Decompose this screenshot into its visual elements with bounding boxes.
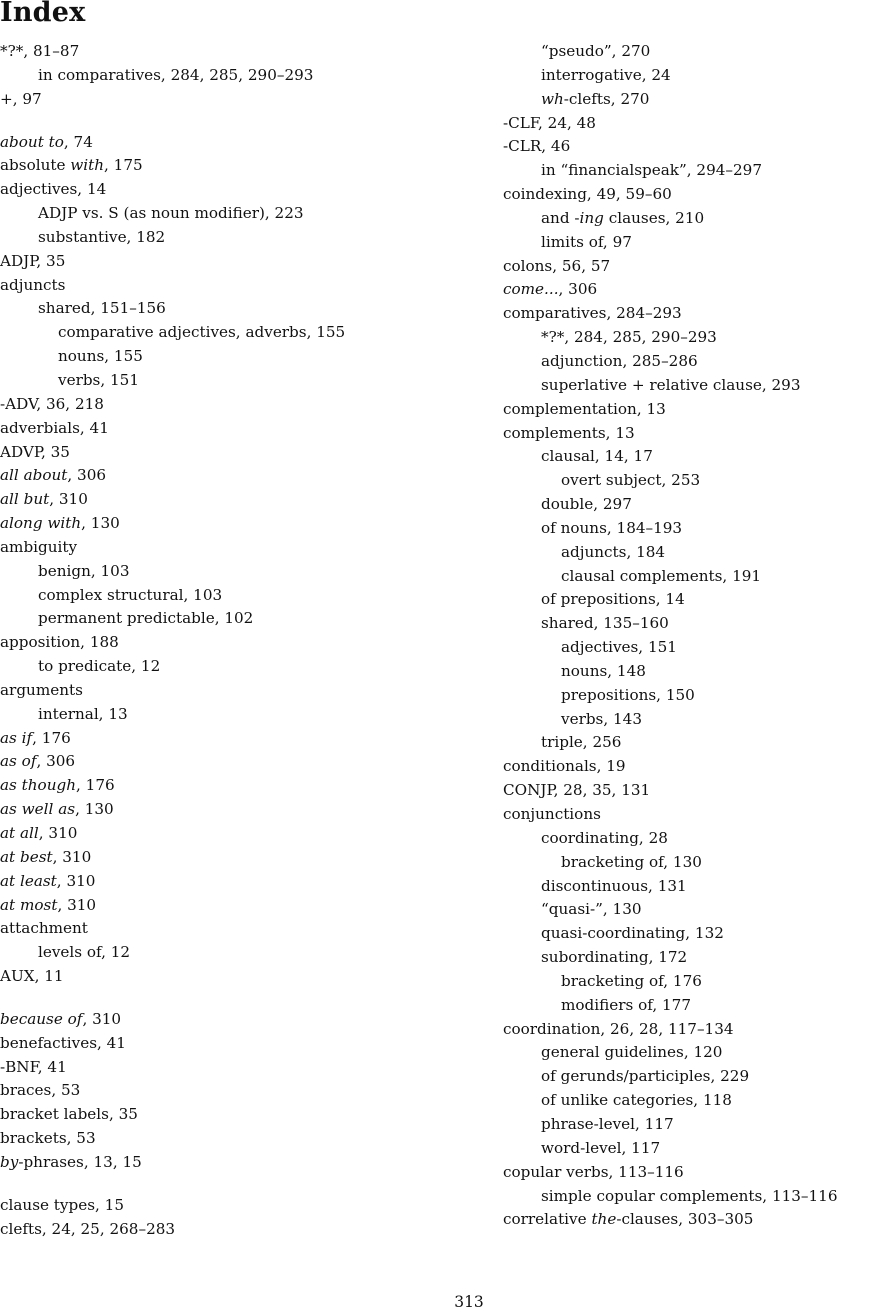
index-text: coordination, 26, 28, 117–134 bbox=[503, 1019, 734, 1038]
index-text: , 310 bbox=[52, 847, 92, 866]
index-entry bbox=[0, 441, 440, 465]
index-subentry bbox=[503, 541, 869, 565]
index-entry bbox=[0, 750, 440, 774]
index-subentry bbox=[503, 612, 869, 636]
index-entry bbox=[503, 1208, 869, 1232]
index-text: verbs, 143 bbox=[561, 709, 642, 728]
index-text: ambiguity bbox=[0, 537, 78, 556]
index-subentry bbox=[0, 655, 440, 679]
index-subentry bbox=[503, 970, 869, 994]
index-subentry bbox=[503, 40, 869, 64]
index-subentry bbox=[503, 565, 869, 589]
index-term-italic: at most bbox=[0, 895, 58, 914]
index-term-italic: at all bbox=[0, 824, 39, 842]
index-subentry bbox=[503, 231, 869, 255]
index-text: “pseudo”, 270 bbox=[541, 42, 651, 60]
index-text: bracket labels, 35 bbox=[0, 1105, 138, 1124]
index-entry bbox=[0, 512, 440, 536]
index-text: brackets, 53 bbox=[0, 1129, 96, 1148]
index-text: colons, 56, 57 bbox=[503, 256, 611, 275]
index-text: nouns, 155 bbox=[58, 347, 143, 366]
index-subentry bbox=[503, 1137, 869, 1161]
index-text: coordinating, 28 bbox=[541, 828, 668, 847]
index-text: arguments bbox=[0, 680, 83, 699]
index-term-italic: by bbox=[0, 1152, 19, 1171]
index-text: , 176 bbox=[76, 776, 115, 795]
index-text: quasi-coordinating, 132 bbox=[541, 924, 724, 943]
index-subentry bbox=[0, 607, 440, 631]
index-text: of nouns, 184–193 bbox=[541, 518, 683, 537]
index-entry bbox=[0, 870, 440, 894]
index-text: bracketing of, 176 bbox=[561, 971, 702, 990]
index-subentry bbox=[503, 588, 869, 612]
index-subentry bbox=[503, 875, 869, 899]
index-entry bbox=[503, 1018, 869, 1042]
index-subentry bbox=[503, 851, 869, 875]
index-text: apposition, 188 bbox=[0, 633, 119, 652]
index-term-italic: as well as bbox=[0, 800, 76, 819]
index-subentry bbox=[503, 684, 869, 708]
index-entry bbox=[503, 803, 869, 827]
index-entry bbox=[0, 1218, 440, 1242]
index-subentry bbox=[503, 493, 869, 517]
index-term-italic: wh bbox=[541, 89, 564, 108]
index-subentry bbox=[0, 941, 440, 965]
index-text: copular verbs, 113–116 bbox=[503, 1162, 684, 1181]
index-text: coindexing, 49, 59–60 bbox=[503, 185, 672, 204]
index-text: -CLR, 46 bbox=[503, 137, 571, 156]
index-entry bbox=[0, 1079, 440, 1103]
index-entry bbox=[0, 631, 440, 655]
index-term-italic: all about bbox=[0, 466, 68, 485]
index-text: modifiers of, 177 bbox=[561, 995, 691, 1014]
index-text: *?*, 81–87 bbox=[0, 42, 80, 60]
index-text: , 306 bbox=[36, 752, 76, 771]
index-subentry bbox=[0, 703, 440, 727]
index-subentry bbox=[503, 445, 869, 469]
index-text: adverbials, 41 bbox=[0, 418, 109, 437]
index-entry bbox=[0, 1103, 440, 1127]
index-text: -clauses, 303–305 bbox=[616, 1210, 754, 1229]
index-text: complements, 13 bbox=[503, 423, 635, 442]
section-gap bbox=[0, 1175, 440, 1194]
index-subentry bbox=[503, 1185, 869, 1209]
index-text: , 130 bbox=[81, 514, 120, 533]
index-term-italic: along with bbox=[0, 514, 82, 533]
index-text: adjuncts, 184 bbox=[561, 542, 666, 561]
index-entry bbox=[0, 1032, 440, 1056]
index-entry bbox=[0, 1008, 440, 1032]
index-subentry bbox=[0, 297, 440, 321]
index-text: “quasi-”, 130 bbox=[541, 900, 642, 919]
index-subentry bbox=[503, 1041, 869, 1065]
index-subentry bbox=[503, 469, 869, 493]
index-entry bbox=[0, 1056, 440, 1080]
index-entry bbox=[0, 393, 440, 417]
index-term-italic: at least bbox=[0, 871, 57, 890]
index-subentry bbox=[0, 226, 440, 250]
index-text: braces, 53 bbox=[0, 1081, 81, 1100]
index-entry bbox=[0, 536, 440, 560]
index-text: permanent predictable, 102 bbox=[38, 609, 254, 628]
index-text: -BNF, 41 bbox=[0, 1057, 67, 1076]
index-subentry bbox=[503, 708, 869, 732]
index-text: in “financialspeak”, 294–297 bbox=[541, 161, 763, 180]
index-text: superlative + relative clause, 293 bbox=[541, 375, 801, 394]
index-text: conjunctions bbox=[503, 805, 601, 823]
index-entry bbox=[0, 417, 440, 441]
index-entry bbox=[503, 1161, 869, 1185]
index-text: clausal complements, 191 bbox=[561, 566, 762, 585]
index-entry bbox=[503, 112, 869, 136]
index-text: comparative adjectives, adverbs, 155 bbox=[58, 323, 346, 342]
index-text: , 176 bbox=[32, 728, 71, 747]
index-subentry bbox=[503, 994, 869, 1018]
index-subentry bbox=[503, 326, 869, 350]
index-text: benign, 103 bbox=[38, 561, 130, 580]
index-subentry bbox=[503, 374, 869, 398]
index-text: overt subject, 253 bbox=[561, 471, 701, 490]
index-entry bbox=[0, 40, 440, 64]
index-text: internal, 13 bbox=[38, 704, 128, 723]
section-gap bbox=[0, 112, 440, 131]
index-entry bbox=[0, 1127, 440, 1151]
index-text: , 310 bbox=[82, 1009, 122, 1028]
index-text: clause types, 15 bbox=[0, 1195, 124, 1214]
index-text: correlative bbox=[503, 1210, 592, 1229]
index-term-italic: ing bbox=[579, 208, 604, 227]
index-text: double, 297 bbox=[541, 495, 632, 514]
index-text: subordinating, 172 bbox=[541, 948, 688, 967]
index-text: comparatives, 284–293 bbox=[503, 304, 682, 323]
index-text: simple copular complements, 113–116 bbox=[541, 1186, 838, 1205]
index-text: complementation, 13 bbox=[503, 399, 666, 418]
index-text: and - bbox=[541, 208, 580, 227]
index-subentry bbox=[0, 369, 440, 393]
index-entry bbox=[0, 1151, 440, 1175]
index-text: of unlike categories, 118 bbox=[541, 1091, 732, 1110]
index-subentry bbox=[503, 1065, 869, 1089]
index-entry bbox=[0, 131, 440, 155]
index-subentry bbox=[503, 1113, 869, 1137]
index-text: attachment bbox=[0, 919, 88, 938]
index-text: , 74 bbox=[63, 132, 93, 151]
index-text: conditionals, 19 bbox=[503, 757, 626, 776]
index-text: , 310 bbox=[49, 490, 88, 509]
index-text: *?*, 284, 285, 290–293 bbox=[541, 328, 717, 347]
index-subentry bbox=[503, 207, 869, 231]
index-term-italic: come... bbox=[503, 280, 559, 299]
index-entry bbox=[0, 154, 440, 178]
index-entry bbox=[503, 398, 869, 422]
index-entry bbox=[0, 1194, 440, 1218]
index-text: to predicate, 12 bbox=[38, 657, 161, 676]
index-text: bracketing of, 130 bbox=[561, 852, 702, 871]
index-entry bbox=[0, 178, 440, 202]
index-entry bbox=[503, 302, 869, 326]
index-text: AUX, 11 bbox=[0, 967, 64, 986]
index-entry bbox=[0, 250, 440, 274]
index-text: benefactives, 41 bbox=[0, 1033, 126, 1052]
index-text: , 306 bbox=[558, 280, 598, 299]
index-text: clauses, 210 bbox=[603, 208, 705, 227]
index-entry bbox=[503, 422, 869, 446]
index-subentry bbox=[503, 827, 869, 851]
index-text: -ADV, 36, 218 bbox=[0, 394, 104, 413]
index-text: general guidelines, 120 bbox=[541, 1043, 723, 1062]
index-subentry bbox=[0, 584, 440, 608]
index-column-left bbox=[0, 40, 440, 1242]
section-gap bbox=[0, 989, 440, 1008]
index-text: substantive, 182 bbox=[38, 227, 166, 246]
index-term-italic: because of bbox=[0, 1009, 83, 1028]
index-entry bbox=[503, 278, 869, 302]
index-term-italic: at best bbox=[0, 847, 53, 866]
index-entry bbox=[0, 798, 440, 822]
index-subentry bbox=[503, 660, 869, 684]
index-text: in comparatives, 284, 285, 290–293 bbox=[38, 65, 314, 84]
index-entry bbox=[0, 917, 440, 941]
index-subentry bbox=[503, 350, 869, 374]
index-text: , 175 bbox=[104, 156, 143, 175]
index-entry bbox=[0, 894, 440, 918]
index-text: triple, 256 bbox=[541, 733, 622, 752]
index-entry bbox=[0, 727, 440, 751]
index-subentry bbox=[503, 898, 869, 922]
index-entry bbox=[503, 755, 869, 779]
index-subentry bbox=[503, 517, 869, 541]
index-entry bbox=[0, 88, 440, 112]
index-subentry bbox=[0, 64, 440, 88]
index-text: ADJP, 35 bbox=[0, 251, 66, 270]
index-entry bbox=[0, 846, 440, 870]
index-term-italic: with bbox=[70, 156, 105, 175]
index-text: interrogative, 24 bbox=[541, 65, 671, 84]
index-text: limits of, 97 bbox=[541, 232, 632, 251]
index-subentry bbox=[503, 946, 869, 970]
index-entry bbox=[503, 183, 869, 207]
index-term-italic: about to bbox=[0, 132, 64, 151]
index-text: verbs, 151 bbox=[58, 370, 139, 389]
index-subentry bbox=[0, 560, 440, 584]
index-entry bbox=[0, 679, 440, 703]
index-text: +, 97 bbox=[0, 89, 42, 108]
index-term-italic: as though bbox=[0, 776, 76, 795]
index-entry bbox=[0, 965, 440, 989]
index-text: adjuncts bbox=[0, 275, 66, 294]
index-subentry bbox=[0, 202, 440, 226]
index-entry bbox=[0, 774, 440, 798]
index-text: ADJP vs. S (as noun modifier), 223 bbox=[38, 204, 304, 223]
index-entry bbox=[0, 488, 440, 512]
index-text: adjectives, 14 bbox=[0, 180, 107, 199]
index-text: shared, 135–160 bbox=[541, 614, 669, 633]
index-text: discontinuous, 131 bbox=[541, 876, 687, 895]
page-title: Index bbox=[0, 0, 86, 28]
index-entry bbox=[503, 779, 869, 803]
index-text: complex structural, 103 bbox=[38, 585, 223, 604]
index-text: , 130 bbox=[75, 800, 114, 819]
index-subentry bbox=[503, 159, 869, 183]
index-term-italic: as if bbox=[0, 728, 33, 747]
index-text: adjunction, 285–286 bbox=[541, 351, 698, 370]
index-text: shared, 151–156 bbox=[38, 299, 166, 318]
page-number: 313 bbox=[454, 1293, 484, 1311]
index-text: , 310 bbox=[57, 895, 97, 914]
index-subentry bbox=[503, 636, 869, 660]
index-text: CONJP, 28, 35, 131 bbox=[503, 781, 651, 800]
index-text: of prepositions, 14 bbox=[541, 590, 685, 609]
index-text: ADVP, 35 bbox=[0, 442, 70, 461]
index-subentry bbox=[0, 345, 440, 369]
index-subentry bbox=[503, 88, 869, 112]
index-column-right bbox=[503, 40, 869, 1232]
index-entry bbox=[0, 274, 440, 298]
index-subentry bbox=[503, 1089, 869, 1113]
index-entry bbox=[503, 135, 869, 159]
index-text: , 310 bbox=[56, 871, 96, 890]
index-subentry bbox=[503, 64, 869, 88]
index-entry bbox=[0, 464, 440, 488]
index-entry bbox=[503, 255, 869, 279]
index-text: absolute bbox=[0, 156, 71, 175]
index-text: , 306 bbox=[67, 466, 107, 485]
index-text: -CLF, 24, 48 bbox=[503, 113, 596, 132]
index-term-italic: all but bbox=[0, 490, 50, 509]
index-subentry bbox=[503, 922, 869, 946]
index-text: adjectives, 151 bbox=[561, 638, 677, 657]
index-text: of gerunds/participles, 229 bbox=[541, 1067, 750, 1086]
index-term-italic: as of bbox=[0, 752, 37, 771]
index-entry bbox=[0, 822, 440, 846]
index-text: nouns, 148 bbox=[561, 661, 646, 680]
index-text: -phrases, 13, 15 bbox=[18, 1152, 142, 1171]
index-text: levels of, 12 bbox=[38, 943, 131, 962]
index-text: clefts, 24, 25, 268–283 bbox=[0, 1219, 176, 1238]
index-subentry bbox=[0, 321, 440, 345]
index-subentry bbox=[503, 731, 869, 755]
index-term-italic: the bbox=[591, 1210, 617, 1229]
index-text: phrase-level, 117 bbox=[541, 1114, 674, 1133]
index-text: clausal, 14, 17 bbox=[541, 447, 653, 466]
index-text: -clefts, 270 bbox=[563, 89, 650, 108]
index-text: prepositions, 150 bbox=[561, 685, 695, 704]
index-text: word-level, 117 bbox=[541, 1138, 661, 1157]
index-text: , 310 bbox=[38, 824, 78, 842]
